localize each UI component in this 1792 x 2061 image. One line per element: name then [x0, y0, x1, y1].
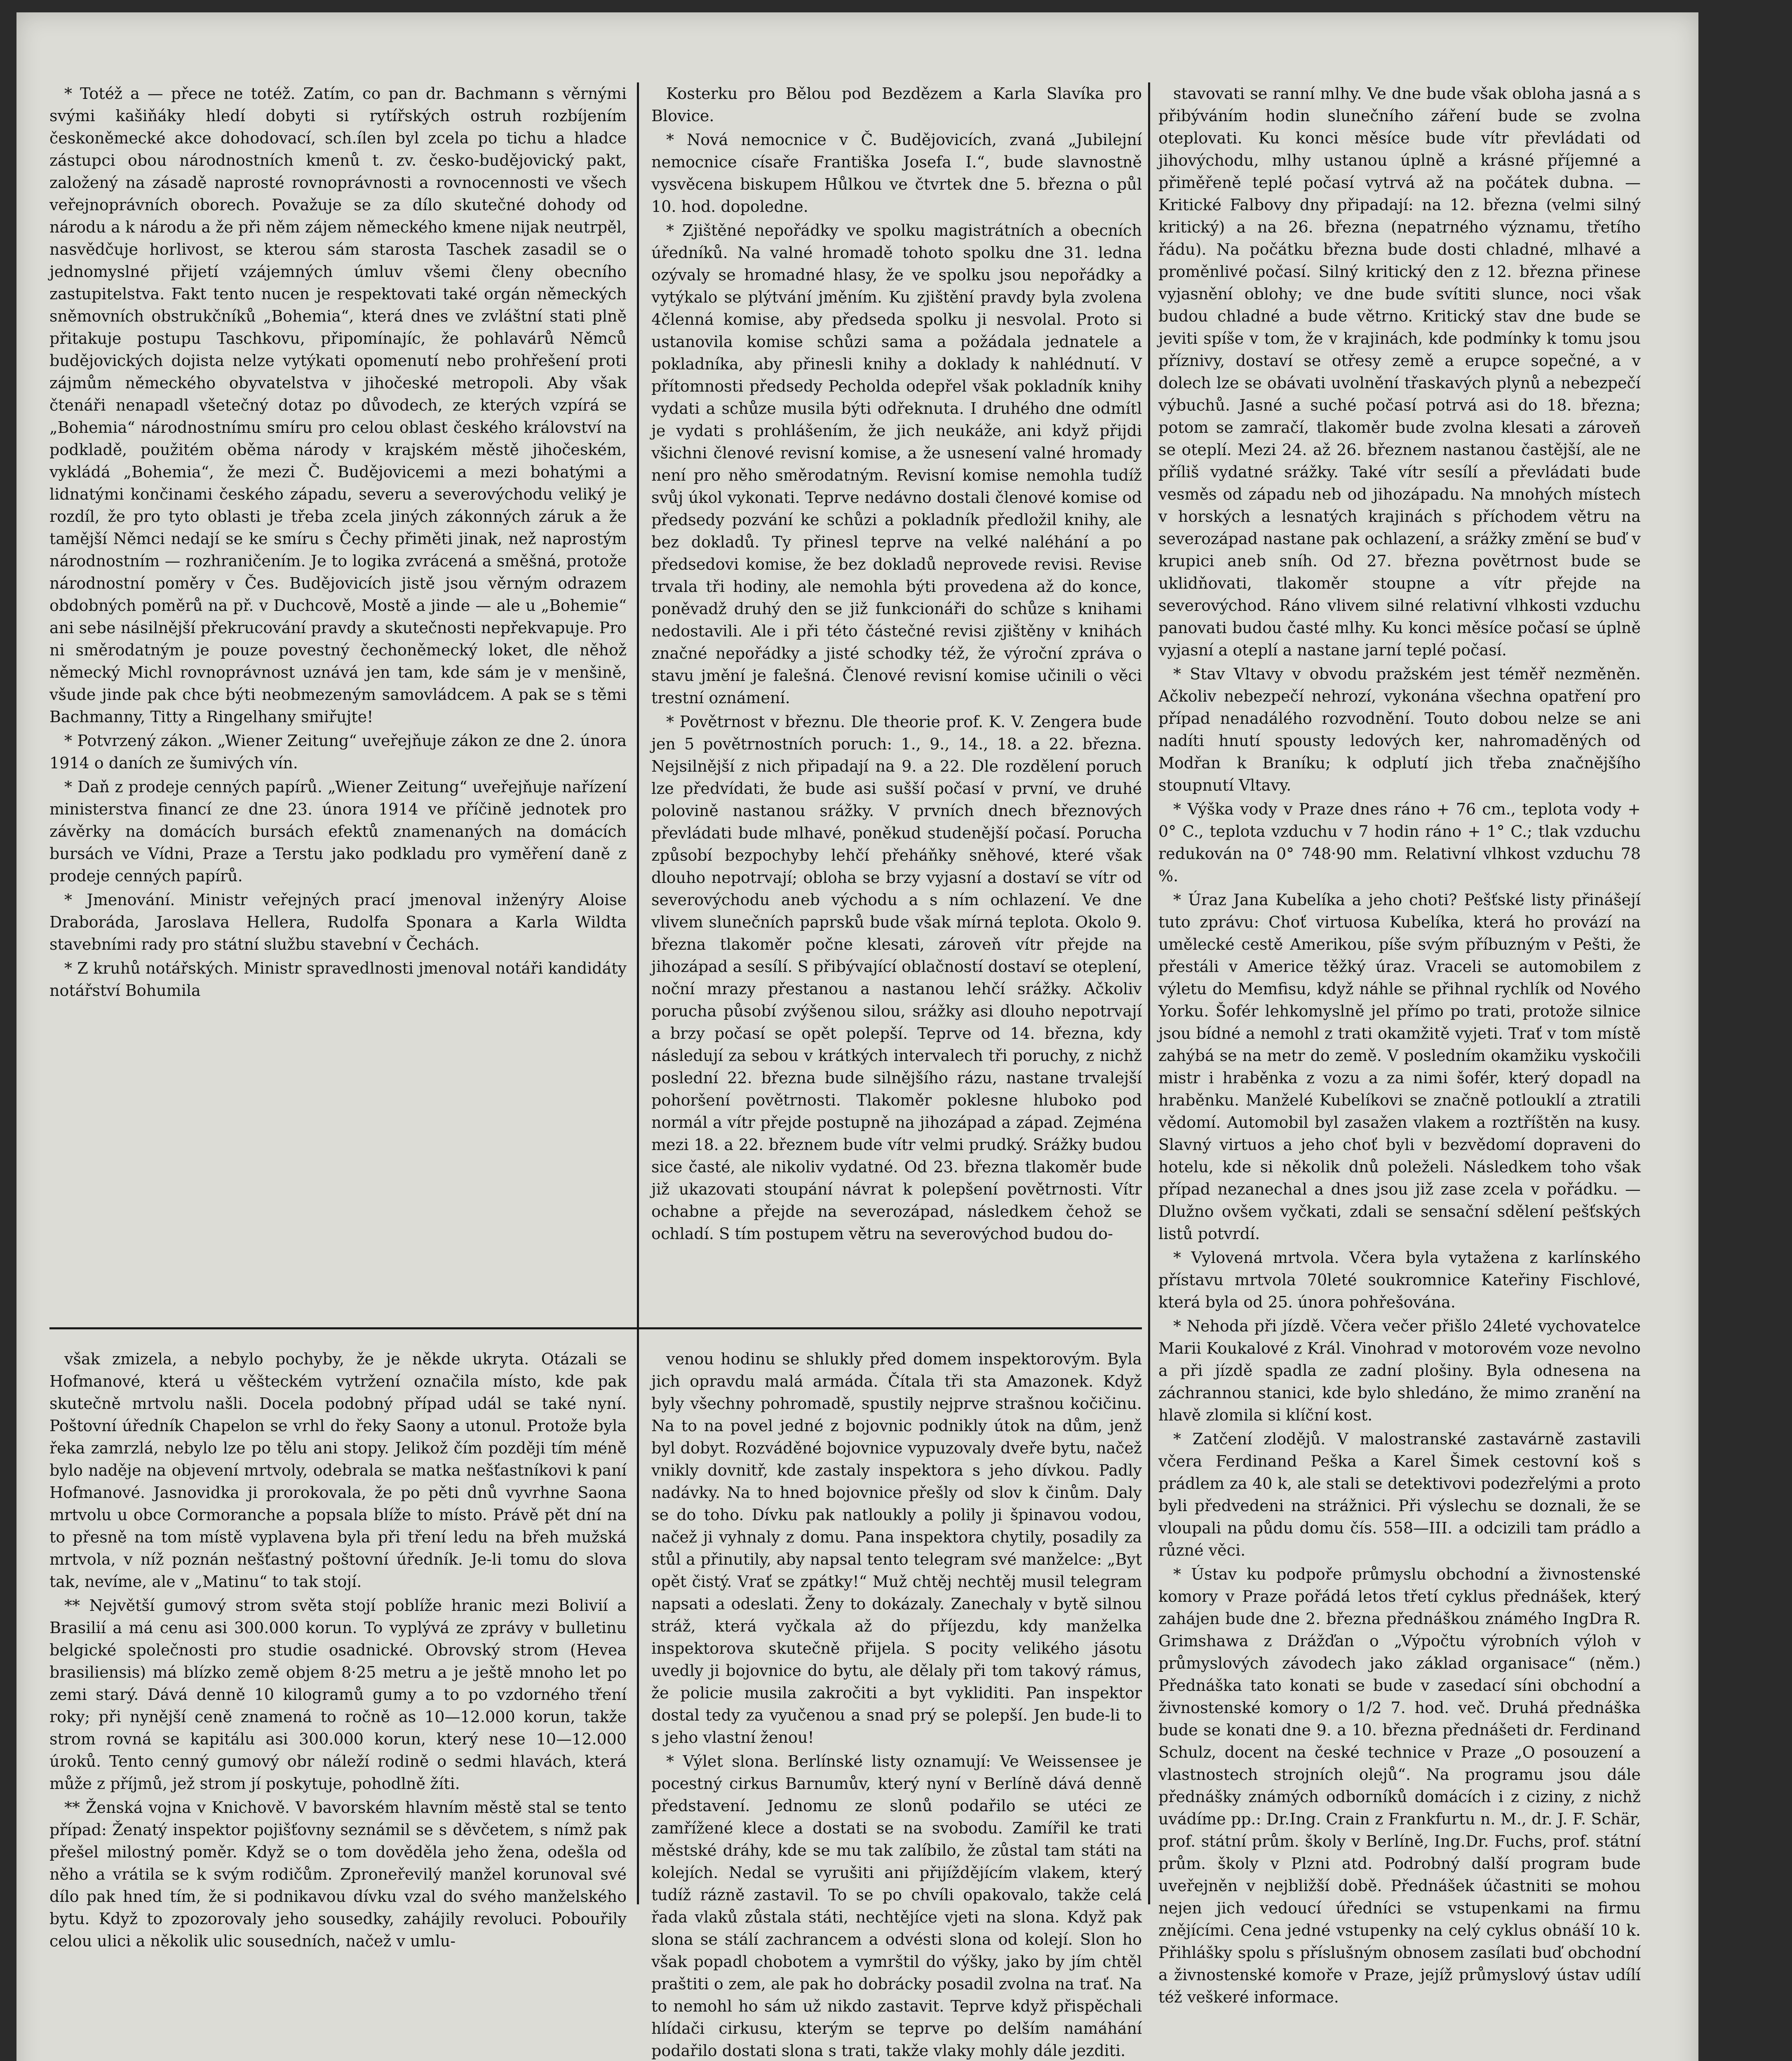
column-2-upper: [651, 82, 1142, 1340]
article-paragraph: * Z kruhů notářských. Ministr spravedlnosti jmenoval notáři kandidáty notářství Bohumila: [49, 959, 627, 1000]
article-paragraph: ** Ženská vojna v Knichově. V bavorském hlavním městě stal se tento případ: Ženatý inspektor pojišťovny seznámil se s děvčetem, s nímž pak přešel milostný poměr. Když se o tom dověděla jeho žena, odešla od něho a vrátila se k svým rodičům. Zproneřevilý manžel korunoval své dílo pak hned tím, že si podnikavou dívku vzal do svého manželského bytu. Když to zpozorovaly jeho sousedky, zahájily revoluci. Pobouřily celou ulici a několik ulic sousedních, načež v umlu-: [49, 1798, 627, 1950]
article-paragraph: * Potvrzený zákon. „Wiener Zeitung“ uveřejňuje zákon ze dne 2. února 1914 o daních ze šumivých vín.: [49, 732, 627, 772]
article-paragraph: * Vylovená mrtvola. Včera byla vytažena z karlínského přístavu mrtvola 70leté soukromnice Kateřiny Fischlové, která byla od 25. února pohřešována.: [1158, 1249, 1641, 1311]
newspaper-page: [16, 12, 1698, 2061]
article-paragraph: * Zatčení zlodějů. V malostranské zastavárně zastavili včera Ferdinand Peška a Karel Šimek cestovní koš s prádlem za 40 k, ale stali se detektivovi podezřelými a proto byli předvedeni na strážnici. Při výslechu se doznali, že se vloupali na půdu domu čís. 558—III. a odcizili tam prádlo a různé věci.: [1158, 1430, 1641, 1559]
article-paragraph: ** Největší gumový strom světa stojí poblíže hranic mezi Bolivií a Brasilií a má cenu asi 300.000 korun. To vyplývá ze zprávy v bulletinu belgické společnosti pro studie osadnické. Obrovský strom (Hevea brasiliensis) má blízko země objem 8·25 metru a je ještě mnoho let po zemi starý. Dává denně 10 kilogramů gumy a to po vzdorného tření roky; při nynější ceně znamená to ročně as 10—12.000 korun, takže strom rovná se kapitálu asi 300.000 korun, který nese 10—12.000 úroků. Tento cenný gumový obr náleží rodině o sedmi hlavách, která může z příjmů, jež strom jí poskytuje, pohodlně žíti.: [49, 1596, 627, 1793]
article-paragraph: * Jmenování. Ministr veřejných prací jmenoval inženýry Aloise Draboráda, Jaroslava Hellera, Rudolfa Sponara a Karla Wildta stavebními rady pro státní službu stavební v Čechách.: [49, 891, 627, 953]
article-paragraph: * Stav Vltavy v obvodu pražském jest téměř nezměněn. Ačkoliv nebezpečí nehrozí, vykonána všechna opatření pro případ nenadálého rozvodnění. Touto dobou nelze se ani nadíti hnutí spousty ledových ker, nahromaděných od Modřan k Braníku; k odplutí jich třeba značnějšího stoupnutí Vltavy.: [1158, 665, 1641, 794]
article-paragraph: * Povětrnost v březnu. Dle theorie prof. K. V. Zengera bude jen 5 povětrnostních poruch: 1., 9., 14., 18. a 22. března. Nejsilnější z nich připadají na 9. a 22. Dle rozdělení poruch lze předvídati, že bude asi sušší počasí v první, ve druhé polovině nastanou srážky. V prvních dnech březnových převládati bude mlhavé, poněkud studenější počasí. Porucha způsobí bezpochyby lehčí přeháňky sněhové, které však dlouho nepotrvají; obloha se brzy vyjasní a dostaví se vítr od severovýchodu aneb východu a s ním ochlazení. Ve dne vlivem slunečních paprsků bude však mírná teplota. Okolo 9. března tlakoměr počne klesati, zároveň vítr přejde na jihozápad a sesílí. S přibývající oblačností dostaví se oteplení, noční mrazy přestanou a nastanou lehčí srážky. Ačkoliv porucha působí zvýšenou silou, srážky asi dlouho nepotrvají a brzy počasí se opět polepší. Teprve od 14. března, kdy následují za sebou v krátkých intervalech tři poruchy, z nichž poslední 22. března bude silnějšího rázu, nastane trvalejší pohoršení povětrnosti. Tlakoměr poklesne hluboko pod normál a vítr přejde postupně na jihozápad a západ. Zejména mezi 18. a 22. březnem bude vítr velmi prudký. Srážky budou sice časté, ale nikoliv vydatné. Od 23. března tlakoměr bude již ukazovati stoupání návrat k polepšení povětrnosti. Vítr ochabne a přejde na severozápad, následkem čehož se ochladí. S tím postupem větru na severovýchod budou do-: [651, 713, 1142, 1243]
column-1-lower: [49, 1348, 627, 1950]
article-paragraph: * Daň z prodeje cenných papírů. „Wiener Zeitung“ uveřejňuje nařízení ministerstva financí ze dne 23. února 1914 ve příčině jednotek pro závěrky na domácích bursách efektů znamenaných na domácích bursách ve Vídni, Praze a Terstu jako podkladu pro vyměření daně z prodeje cenných papírů.: [49, 778, 627, 885]
article-paragraph: však zmizela, a nebylo pochyby, že je někde ukryta. Otázali se Hofmanové, která u věšteckém vytržení označila místo, kde pak skutečně mrtvolu našli. Docela podobný případ udál se také nyní. Poštovní úředník Chapelon se vrhl do řeky Saony a utonul. Protože byla řeka zamrzlá, nebylo lze po tělu ani stopy. Jelikož čím později tím méně bylo naděje na objevení mrtvoly, odebrala se matka nešťastníkovi k paní Hofmanové. Jasnovidka ji prorokovala, že po pěti dnů vyvrhne Saona mrtvolu u obce Cormoranche a popsala blíže to místo. Právě pět dní na to přesně na tom místě vyplavena byla při tření ledu na břeh mužská mrtvola, v níž poznán nešťastný poštovní úředník. Je-li tomu do slova tak, nevíme, ale v „Matinu“ to tak stojí.: [49, 1350, 627, 1591]
column-2-lower: [651, 1348, 1142, 2060]
article-paragraph: * Ústav ku podpoře průmyslu obchodní a živnostenské komory v Praze pořádá letos třetí cyklus přednášek, který zahájen bude dne 2. března přednáškou známého IngDra R. Grimshawa z Drážďan o „Výpočtu výrobních výloh v průmyslových závodech jako základ organisace“ (něm.) Přednáška tato konati se bude v zasedací síni obchodní a živnostenské komory o 1/2 7. hod. več. Druhá přednáška bude se konati dne 9. a 10. března přednášeti dr. Ferdinand Schulz, docent na české technice v Praze „O posouzení a vlastnostech strojních olejů“. Na programu jsou dále přednášky známých odborníků domácích i z ciziny, z nichž uvádíme pp.: Dr.Ing. Crain z Frankfurtu n. M., dr. J. F. Schär, prof. státní prům. školy v Berlíně, Ing.Dr. Fuchs, prof. státní prům. školy v Plzni atd. Podrobný další program bude uveřejněn v nejbližší době. Přednášek účastniti se mohou nejen jich vedoucí úředníci se vstupenkami na firmu znějícími. Cena jedné vstupenky na celý cyklus obnáší 10 k. Přihlášky spolu s příslušným obnosem zasílati buď obchodní a živnostenské komoře v Praze, jejíž průmyslový ústav udílí též veškeré informace.: [1158, 1565, 1641, 2006]
article-paragraph: venou hodinu se shlukly před domem inspektorovým. Byla jich opravdu malá armáda. Čítala tři sta Amazonek. Když byly všechny pohromadě, spustily nejprve strašnou kočičinu. Na to na povel jedné z bojovnic podnikly útok na dům, jenž byl dobyt. Rozváděné bojovnice vypuzovaly dveře bytu, načež vnikly dovnitř, kde zastaly inspektora s jeho dívkou. Padly nadávky. Na to hned bojovnice přešly od slov k činům. Daly se do toho. Dívku pak natloukly a polily ji špinavou vodou, načež ji vyhnaly z domu. Pana inspektora chytily, posadily za stůl a přinutily, aby napsal tento telegram své manželce: „Byt opět čistý. Vrať se zpátky!“ Muž chtěj nechtěj musil telegram napsati a odeslati. Ženy to dokázaly. Zanechaly v bytě silnou stráž, která vyčkala až do příjezdu, kdy manželka inspektorova skutečně přijela. S pocity velikého jásotu uvedly ji bojovnice do bytu, ale dělaly při tom takový rámus, že policie musila zakročiti a byt vykliditi. Pan inspektor dostal tedy za vyučenou a snad prý se polepší. Jen bude-li to s jeho vlastní ženou!: [651, 1350, 1142, 1746]
article-paragraph: * Úraz Jana Kubelíka a jeho choti? Pešťské listy přinášejí tuto zprávu: Choť virtuosa Kubelíka, která ho provází na umělecké cestě Amerikou, píše svým příbuzným v Pešti, že přestáli v Americe těžký úraz. Vraceli se automobilem z výletu do Memfisu, když náhle se přihnal rychlík od Nového Yorku. Šofér lehkomyslně jel přímo po trati, protože silnice jsou bídné a nemohl z trati okamžitě vyjeti. Trať v tom místě zahýbá se na metr do země. V posledním okamžiku vyskočili mistr i hraběnka z vozu a za nimi šofér, který dopadl na hraběnku. Manželé Kubelíkovi se značně potlouklí a ztratili vědomí. Automobil byl zasažen vlakem a roztříštěn na kusy. Slavný virtuos a jeho choť byli v bezvědomí dopraveni do hotelu, kde si několik dnů poleželi. Následkem toho však případ nezanechal a dnes jsou již zase zcela v pořádku. — Dlužno ovšem vyčkati, zdali se sensační sdělení pešťských listů potvrdí.: [1158, 891, 1641, 1243]
column-rule-left: [637, 82, 639, 1904]
column-1-upper: [49, 82, 627, 1340]
article-paragraph: stavovati se ranní mlhy. Ve dne bude však obloha jasná a s přibýváním hodin slunečního záření bude se zvolna oteplovati. Ku konci měsíce bude vítr převládati od jihovýchodu, mlhy ustanou úplně a krásné příjemné a přiměřeně teplé počasí vytrvá až na počátek dubna. — Kritické Falbovy dny připadají: na 12. března (velmi silný kritický) a na 26. března (nepatrného významu, třetího řádu). Na počátku března bude dosti chladné, mlhavé a proměnlivé počasí. Silný kritický den z 12. března přinese vyjasnění oblohy; ve dne bude svítiti slunce, noci však budou chladné a bude větrno. Kritický stav dne bude se jeviti spíše v tom, že v krajinách, kde podmínky k tomu jsou příznivy, dostaví se otřesy země a erupce sopečné, a v dolech lze se obávati uvolnění třaskavých plynů a nebezpečí výbuchů. Jasné a suché počasí potrvá asi do 18. března; potom se zamračí, tlakoměr bude zvolna klesati a zároveň se oteplí. Mezi 24. až 26. březnem nastanou častější, ale ne příliš vydatné srážky. Také vítr sesílí a převládati bude vesměs od západu neb od jihozápadu. Na mnohých místech v horských a lesnatých krajinách s příchodem větru na severozápad nastane pak ochlazení, a srážky změní se buď v krupici aneb sníh. Od 27. března povětrnost bude se uklidňovati, tlakoměr stoupne a vítr přejde na severovýchod. Ráno vlivem silné relativní vlhkosti vzduchu panovati budou časté mlhy. Ku konci měsíce počasí se úplně vyjasní a oteplí a nastane jarní teplé počasí.: [1158, 85, 1641, 659]
column-rule-right: [1148, 82, 1150, 1904]
article-paragraph: * Nehoda při jízdě. Včera večer přišlo 24leté vychovatelce Marii Koukalové z Král. Vinohrad v motorovém voze nevolno a při jízdě spadla ze zadní plošiny. Byla odnesena na záchrannou stanici, kde bylo shledáno, že mimo zranění na hlavě zlomila si klíční kost.: [1158, 1317, 1641, 1424]
article-paragraph: * Totéž a — přece ne totéž. Zatím, co pan dr. Bachmann s věrnými svými kašiňáky hledí dobyti si rytířských ostruh rozbíjením českoněmecké akce dohodovací, sch.ílen byl zcela po tichu a hladce zástupci obou národnostních kmenů t. zv. česko-budějovický pakt, založený na zásadě naprosté rovnoprávnosti a rovnocennosti ve všech veřejnoprávních oborech. Považuje se za dílo skutečné dohody od národu a k národu a že při něm zájem německého kmene nijak neutrpěl, nasvědčuje horlivost, se kterou sám starosta Taschek zasadil se o jednomyslné přijetí vzájemných úmluv všemi členy obecního zastupitelstva. Fakt tento nucen je respektovati také orgán německých sněmovních obstrukčníků „Bohemia“, která dnes ve zvláštní stati plně přitakuje postupu Taschkovu, připomínajíc, že pohlavárů Němců budějovických dojista nelze vytýkati opomenutí nebo prohřešení proti zájmům německého obyvatelstva v jihočeské metropoli. Aby však čtenáři nenapadl všetečný dotaz po důvodech, ze kterých vzpírá se „Bohemia“ národnostnímu smíru pro celou oblast českého království na podkladě, použitém oběma národy v krajském městě jihočeském, vykládá „Bohemia“, že mezi Č. Budějovicemi a mezi bohatými a lidnatými končinami českého západu, severu a severovýchodu veliký je rozdíl, že pro tyto oblasti je třeba zcela jiných zákonných záruk a že tamější Němci nedají se ke smíru s Čechy přiměti jinak, než naprostým národnostním — rozhraničením. Je to logika zvrácená a směšná, protože národnostní poměry v Čes. Budějovicích jistě jsou věrným odrazem obdobných poměrů na př. v Duchcově, Mostě a jinde — ale u „Bohemie“ ani sebe násilnější překrucování pravdy a skutečnosti nepřekvapuje. Pro ni směrodatným je pouze povestný čechoněmecký loket, dle něhož německý Michl rovnoprávnost uznává jen tam, kde sám je v menšině, všude jinde pak chce býti neobmezeným samovládcem. A pak se s těmi Bachmanny, Titty a Ringelhany smiřujte!: [49, 85, 627, 726]
article-paragraph: * Nová nemocnice v Č. Budějovicích, zvaná „Jubilejní nemocnice císaře Františka Josefa I.“, bude slavnostně vysvěcena biskupem Hůlkou ve čtvrtek dne 5. března o půl 10. hod. dopoledne.: [651, 131, 1142, 216]
column-3: [1158, 82, 1641, 2006]
article-paragraph: * Výlet slona. Berlínské listy oznamují: Ve Weissensee je pocestný cirkus Barnumův, který nyní v Berlíně dává denně představení. Jednomu ze slonů podařilo se utéci ze zamřížené klece a dostati se na svobodu. Zamířil ke trati městské dráhy, kde se mu tak zalíbilo, že zůstal tam státi na kolejích. Nedal se vyrušiti ani přijíždějícím vlakem, který tudíž rázně zastavil. To se po chvíli opakovalo, takže celá řada vlaků zůstala státi, nechtějíce vjeti na slona. Když pak slona se stálí zachrancem a odvésti slona od kolejí. Slon ho však popadl chobotem a vymrštil do výšky, jako by jím chtěl praštiti o zem, ale pak ho dobrácky posadil zvolna na trať. Na to nemohl ho sám už nikdo zastavit. Teprve když přispěchali hlídači cirkusu, kterým se teprve po delším namáhání podařilo dostati slona s trati, takže vlaky mohly dále jezditi.: [651, 1752, 1142, 2060]
article-paragraph: * Zjištěné nepořádky ve spolku magistrátních a obecních úředníků. Na valné hromadě tohoto spolku dne 31. ledna ozývaly se hromadné hlasy, že ve spolku jsou nepořádky a vytýkalo se plýtvání jměním. Ku zjištění pravdy byla zvolena 4členná komise, aby předseda spolku ji nesvolal. Proto si ustanovila komise schůzi sama a požádala jednatele a pokladníka, aby přinesli knihy a doklady k nahlédnutí. V přítomnosti předsedy Pecholda odepřel však pokladník knihy vydati a schůze musila býti odřeknuta. I druhého dne odmítl je vydati s prohlášením, že jich neukáže, ani když přijdi všichni členové revisní komise, a že usnesení valné hromady není pro něho směrodatným. Revisní komise nemohla tudíž svůj úkol vykonati. Teprve nedávno dostali členové komise od předsedy pozvání ke schůzi a pokladník předložil knihy, ale bez dokladů. Ty přinesl teprve na velké naléhání a po předsedovi komise, že bez dokladů neprovede revisi. Revise trvala tři hodiny, ale nemohla býti provedena až do konce, poněvadž druhý den se již funkcionáři do schůze s knihami nedostavili. Ale i při této částečné revisi zjištěny v knihách značné nepořádky a jisté schodky též, že výroční zpráva o stavu jmění je falešná. Členové revisní komise učinili o věci trestní oznámení.: [651, 221, 1142, 707]
article-paragraph: * Výška vody v Praze dnes ráno + 76 cm., teplota vody + 0° C., teplota vzduchu v 7 hodin ráno + 1° C.; tlak vzduchu redukován na 0° 748·90 mm. Relativní vlhkost vzduchu 78 %.: [1158, 800, 1641, 885]
article-paragraph: Kosterku pro Bělou pod Bezdězem a Karla Slavíka pro Blovice.: [651, 85, 1142, 125]
